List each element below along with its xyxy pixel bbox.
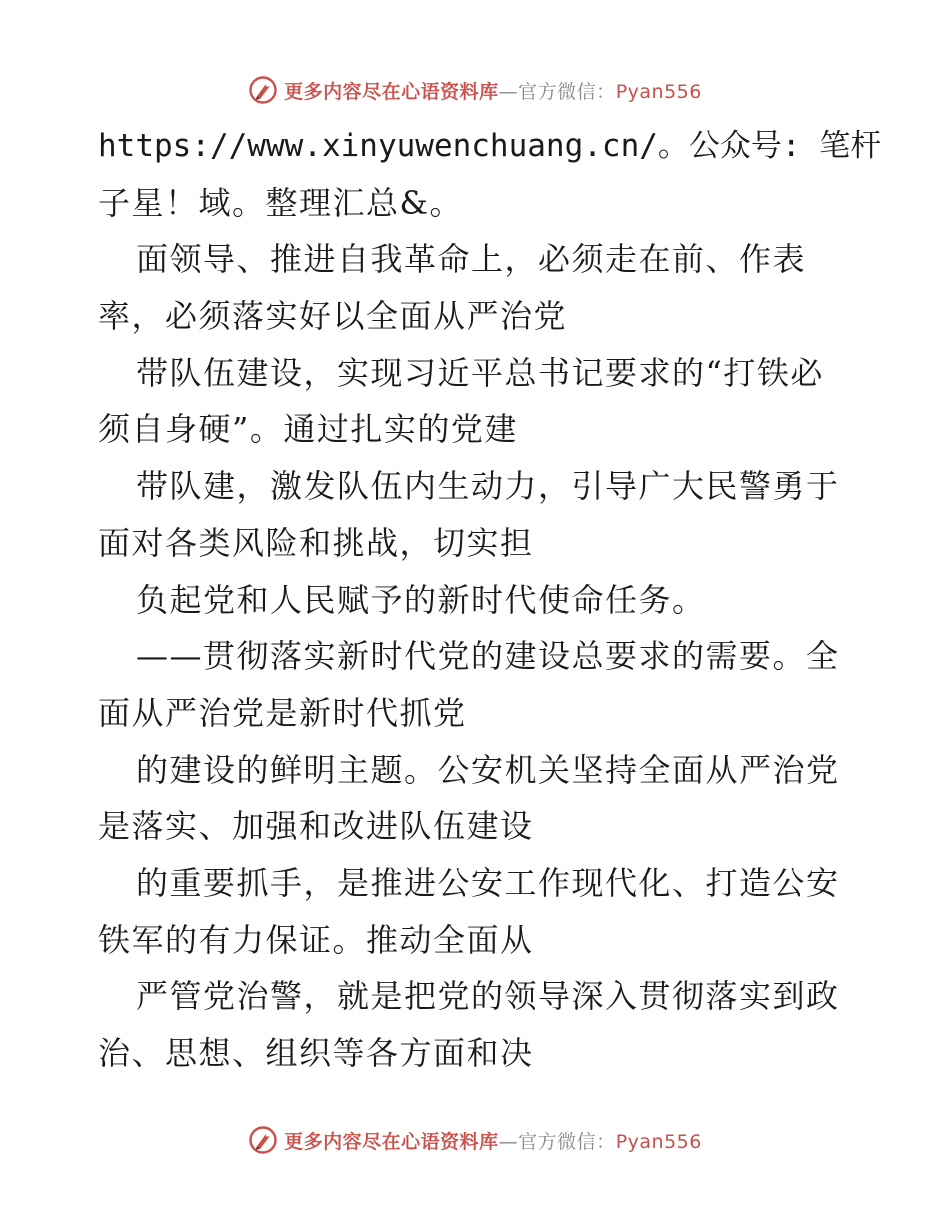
banner-prefix: 更多内容尽在心语资料库	[284, 80, 499, 103]
banner-dash: —	[498, 80, 519, 103]
text-line: 须自身硬”。通过扎实的党建	[98, 410, 518, 449]
text-line: 带队伍建设，实现习近平总书记要求的“打铁必	[136, 353, 824, 392]
text-line: 子星！域。整理汇总&。	[98, 183, 463, 222]
text-line: 铁军的有力保证。推动全面从	[98, 920, 534, 959]
pen-logo-icon	[248, 1125, 278, 1155]
text-line: https://www.xinyuwenchuang.cn/。公众号: 笔杆	[98, 128, 882, 164]
text-line: 严管党治警，就是把党的领导深入贯彻落实到政	[136, 977, 840, 1016]
text-line: 带队建，激发队伍内生动力，引导广大民警勇于	[136, 467, 840, 506]
text-line: 的重要抓手，是推进公安工作现代化、打造公安	[136, 863, 840, 902]
text-line: 率，必须落实好以全面从严治党	[98, 297, 568, 336]
text-line: 是落实、加强和改进队伍建设	[98, 807, 534, 846]
text-line: 的建设的鲜明主题。公安机关坚持全面从严治党	[136, 750, 840, 789]
footer-watermark-banner	[0, 1120, 950, 1160]
header-watermark-banner	[0, 70, 950, 110]
banner-mid: 官方微信：	[518, 1130, 616, 1153]
text-line: 面领导、推进自我革命上，必须走在前、作表	[136, 240, 807, 279]
text-line: 负起党和人民赋予的新时代使命任务。	[136, 580, 706, 619]
banner-dash: —	[498, 1130, 519, 1153]
text-line: ——贯彻落实新时代党的建设总要求的需要。全	[136, 637, 840, 676]
text-line: 面从严治党是新时代抓党	[98, 693, 467, 732]
banner-mid: 官方微信：	[518, 80, 616, 103]
pen-logo-icon	[248, 75, 278, 105]
banner-prefix: 更多内容尽在心语资料库	[284, 1130, 499, 1153]
banner-wechat-id: Pyan556	[615, 1130, 702, 1153]
document-body	[98, 118, 882, 1082]
text-line: 治、思想、组织等各方面和决	[98, 1034, 534, 1072]
banner-wechat-id: Pyan556	[615, 80, 702, 103]
text-line: 面对各类风险和挑战，切实担	[98, 523, 534, 562]
